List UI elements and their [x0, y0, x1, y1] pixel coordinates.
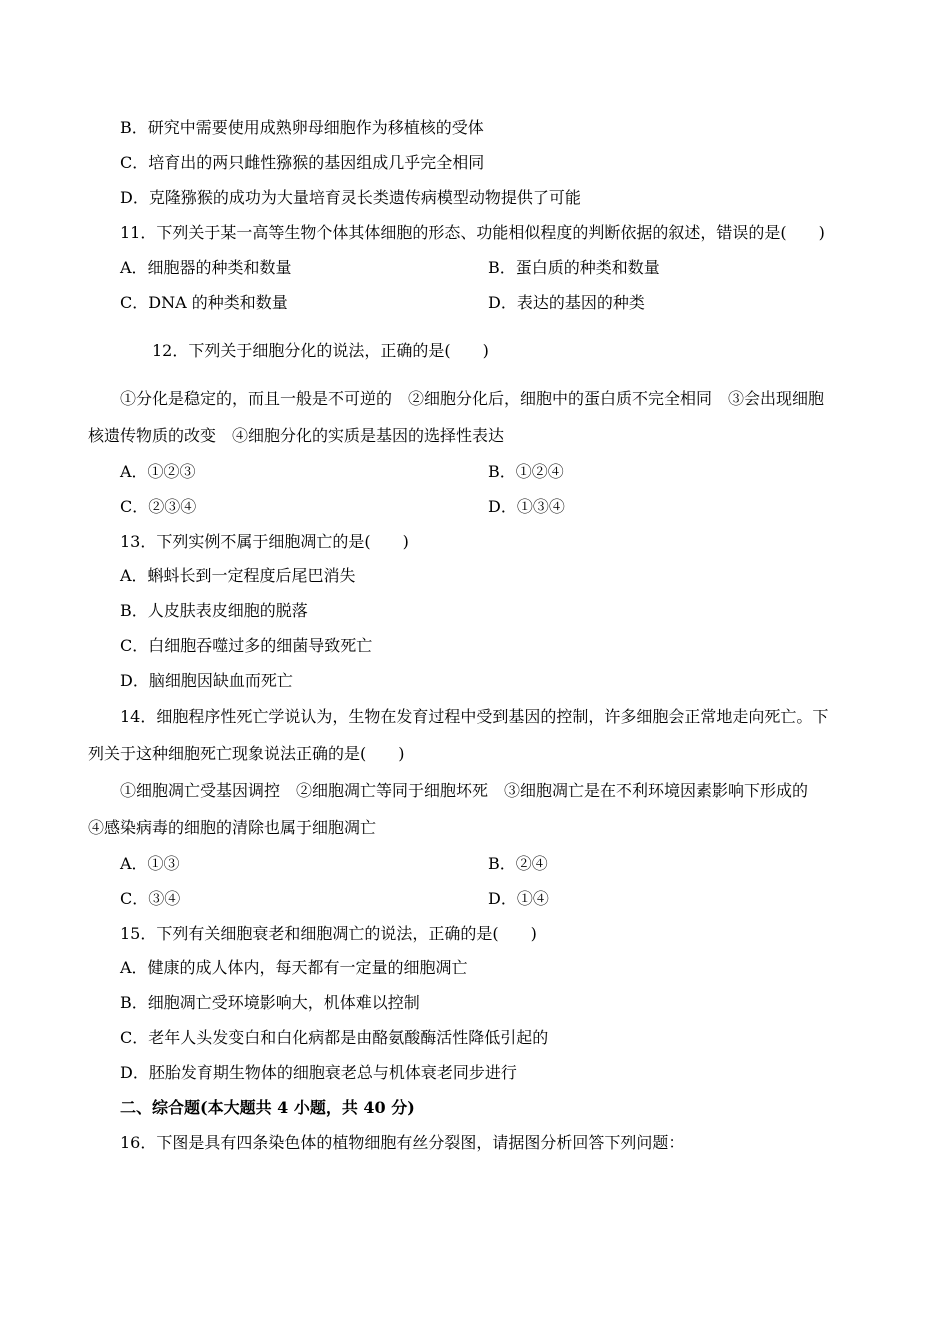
q11-stem: 11．下列关于某一高等生物个体其体细胞的形态、功能相似程度的判断依据的叙述，错误的是( )	[120, 223, 825, 242]
q11-option-a: A．细胞器的种类和数量	[120, 258, 292, 277]
q13-option-b: B．人皮肤表皮细胞的脱落	[120, 601, 308, 620]
q13-option-a: A．蝌蚪长到一定程度后尾巴消失	[120, 566, 356, 585]
q12-option-d: D．①③④	[488, 497, 565, 516]
q13-stem: 13．下列实例不属于细胞凋亡的是( )	[120, 532, 409, 551]
q15-option-c: C．老年人头发变白和白化病都是由酪氨酸酶活性降低引起的	[120, 1028, 549, 1047]
q12-option-a: A．①②③	[120, 462, 196, 481]
q11-option-d: D．表达的基因的种类	[488, 293, 645, 312]
q10-option-d: D．克隆猕猴的成功为大量培育灵长类遗传病模型动物提供了可能	[120, 188, 581, 207]
q10-option-b: B．研究中需要使用成熟卵母细胞作为移植核的受体	[120, 118, 484, 137]
q10-option-c: C．培育出的两只雌性猕猴的基因组成几乎完全相同	[120, 153, 485, 172]
q12-statements-line1: ①分化是稳定的，而且一般是不可逆的 ②细胞分化后，细胞中的蛋白质不完全相同 ③会出现细胞	[120, 389, 825, 408]
q16-stem: 16．下图是具有四条染色体的植物细胞有丝分裂图，请据图分析回答下列问题：	[120, 1133, 685, 1152]
q12-statements-line2: 核遗传物质的改变 ④细胞分化的实质是基因的选择性表达	[88, 426, 505, 445]
q14-stem-line2: 列关于这种细胞死亡现象说法正确的是( )	[88, 744, 405, 763]
q14-option-c: C．③④	[120, 889, 181, 908]
q13-option-c: C．白细胞吞噬过多的细菌导致死亡	[120, 636, 373, 655]
q11-option-c: C．DNA 的种类和数量	[120, 293, 288, 312]
q12-option-b: B．①②④	[488, 462, 564, 481]
q15-option-d: D．胚胎发育期生物体的细胞衰老总与机体衰老同步进行	[120, 1063, 517, 1082]
q14-statements-line1: ①细胞凋亡受基因调控 ②细胞凋亡等同于细胞坏死 ③细胞凋亡是在不利环境因素影响下形成的	[120, 781, 809, 800]
q14-statements-line2: ④感染病毒的细胞的清除也属于细胞凋亡	[88, 818, 377, 837]
q15-option-a: A．健康的成人体内，每天都有一定量的细胞凋亡	[120, 958, 468, 977]
q13-option-d: D．脑细胞因缺血而死亡	[120, 671, 293, 690]
q11-option-b: B．蛋白质的种类和数量	[488, 258, 660, 277]
q14-option-b: B．②④	[488, 854, 548, 873]
q14-option-d: D．①④	[488, 889, 549, 908]
q15-option-b: B．细胞凋亡受环境影响大，机体难以控制	[120, 993, 420, 1012]
q14-stem-line1: 14．细胞程序性死亡学说认为，生物在发育过程中受到基因的控制，许多细胞会正常地走向死亡。下	[120, 707, 829, 726]
q12-option-c: C．②③④	[120, 497, 197, 516]
q12-stem: 12．下列关于细胞分化的说法，正确的是( )	[152, 341, 489, 360]
q15-stem: 15．下列有关细胞衰老和细胞凋亡的说法，正确的是( )	[120, 924, 537, 943]
section-heading: 二、综合题(本大题共 4 小题，共 40 分)	[120, 1098, 415, 1117]
q14-option-a: A．①③	[120, 854, 180, 873]
